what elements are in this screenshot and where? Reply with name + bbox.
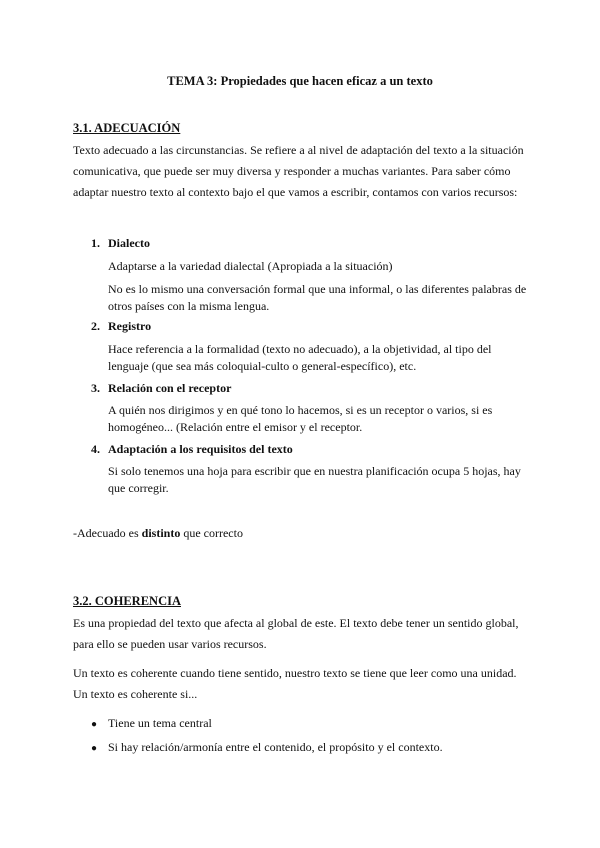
list-item-body: A quién nos dirigimos y en qué tono lo hacemos, si es un receptor o varios, si es homogéneo... (Relación entre el emisor y el receptor. — [108, 403, 493, 434]
list-item-body: Adaptarse a la variedad dialectal (Apropiada a la situación) — [108, 259, 393, 273]
adecuado-note — [73, 523, 533, 544]
list-item-label: Dialecto — [108, 236, 150, 250]
section2-paragraph-2: Un texto es coherente cuando tiene sentido, nuestro texto se tiene que leer como una unidad. Un texto es coherente si... — [73, 666, 517, 701]
section-heading-adecuacion: 3.1. ADECUACIÓN — [73, 121, 181, 135]
list-item-title — [91, 319, 151, 334]
note-emphasis: distinto — [141, 526, 181, 540]
list-item-body: No es lo mismo una conversación formal que una informal, o las diferentes palabras de otros países con la misma lengua. — [108, 282, 527, 313]
list-item-number: 4. — [91, 442, 100, 456]
list-item-label: Registro — [108, 319, 152, 333]
page-title: TEMA 3: Propiedades que hacen eficaz a un texto — [167, 74, 433, 88]
bullet-item — [91, 716, 212, 731]
section-heading-coherencia: 3.2. COHERENCIA — [73, 594, 181, 608]
note-suffix: que correcto — [180, 526, 243, 540]
section1-intro: Texto adecuado a las circunstancias. Se refiere a al nivel de adaptación del texto a la situación comunicativa, que puede ser muy diversa y responder a muchas variantes. Para saber cómo adaptar nuestro texto al contexto bajo el que vamos a escribir, contamos con varios recursos: — [73, 143, 524, 199]
list-item-title — [91, 442, 293, 457]
bullet-icon: ● — [91, 743, 98, 754]
note-prefix: -Adecuado es — [73, 526, 142, 540]
bullet-text: Si hay relación/armonía entre el contenido, el propósito y el contexto. — [108, 740, 443, 754]
bullet-item — [91, 740, 443, 755]
bullet-icon: ● — [91, 719, 98, 730]
bullet-text: Tiene un tema central — [108, 716, 212, 730]
list-item-label: Relación con el receptor — [108, 381, 232, 395]
list-item-number: 3. — [91, 381, 100, 395]
list-item-body: Si solo tenemos una hoja para escribir que en nuestra planificación ocupa 5 hojas, hay que corregir. — [108, 464, 521, 495]
list-item-body: Hace referencia a la formalidad (texto no adecuado), a la objetividad, al tipo del lenguaje (que sea más coloquial-culto o general-específico), etc. — [108, 342, 492, 373]
list-item-number: 1. — [91, 236, 100, 250]
section2-paragraph-1: Es una propiedad del texto que afecta al global de este. El texto debe tener un sentido global, para ello se pueden usar varios recursos. — [73, 616, 519, 651]
list-item-title — [91, 381, 231, 396]
list-item-number: 2. — [91, 319, 100, 333]
list-item-title — [91, 236, 150, 251]
list-item-label: Adaptación a los requisitos del texto — [108, 442, 293, 456]
